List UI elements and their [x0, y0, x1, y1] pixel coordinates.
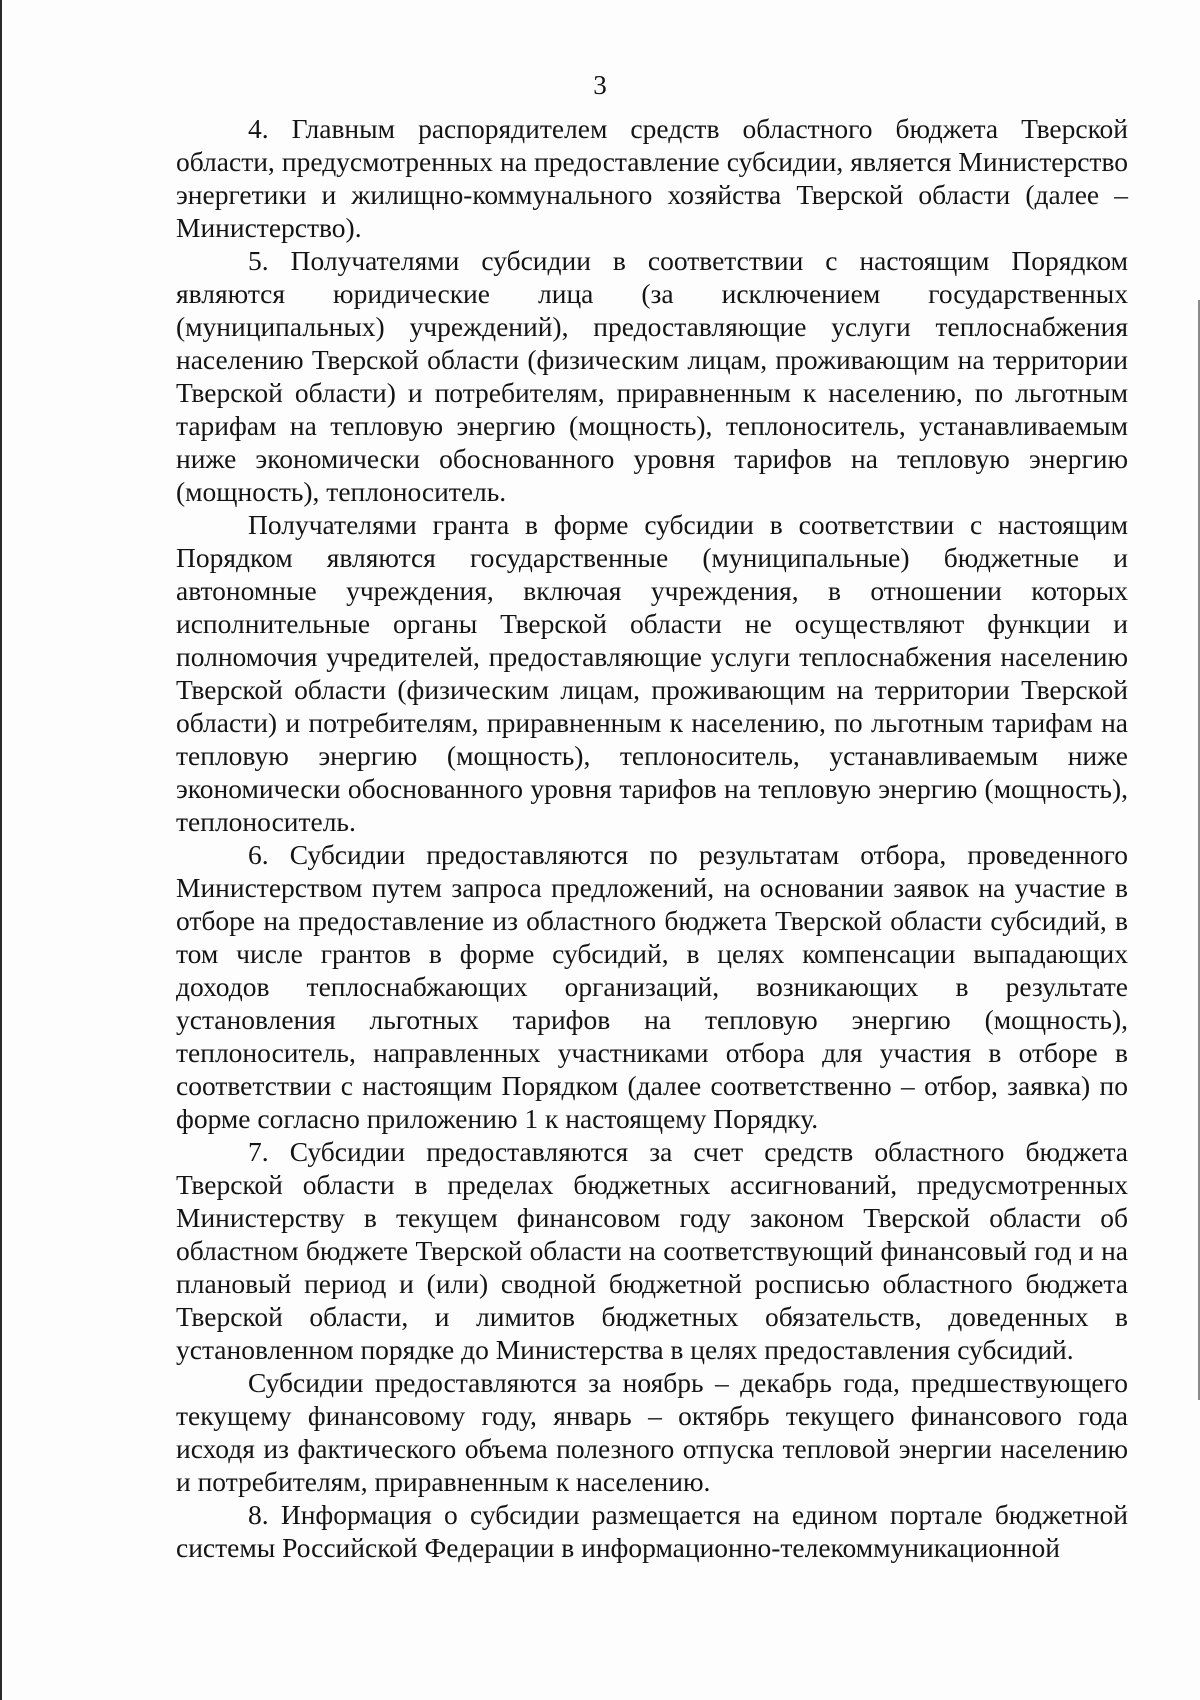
paragraph-subsidy-period: Субсидии предоставляются за ноябрь – декабрь года, предшествующего текущему финансовому году, январь – октябрь текущего финансового года исходя из фактического объема полезного отпуска тепловой энергии населению и потребителям, приравненным к населению.	[176, 1367, 1128, 1497]
paragraph-item-5: 5. Получателями субсидии в соответствии с настоящим Порядком являются юридические лица (за исключением государственных (муниципальных) учреждений), предоставляющие услуги теплоснабжения населению Тверской области (физическим лицам, проживающим на территории Тверской области) и потребителям, приравненным к населению, по льготным тарифам на тепловую энергию (мощность), теплоноситель, устанавливаемым ниже экономически обоснованного уровня тарифов на тепловую энергию (мощность), теплоноситель.	[176, 245, 1128, 507]
paragraph-item-6: 6. Субсидии предоставляются по результатам отбора, проведенного Министерством путем запроса предложений, на основании заявок на участие в отборе на предоставление из областного бюджета Тверской области субсидий, в том числе грантов в форме субсидий, в целях компенсации выпадающих доходов теплоснабжающих организаций, возникающих в результате установления льготных тарифов на тепловую энергию (мощность), теплоноситель, направленных участниками отбора для участия в отборе в соответствии с настоящим Порядком (далее соответственно – отбор, заявка) по форме согласно приложению 1 к настоящему Порядку.	[176, 839, 1128, 1134]
paragraph-item-4: 4. Главным распорядителем средств областного бюджета Тверской области, предусмотренных на предоставление субсидии, является Министерство энергетики и жилищно-коммунального хозяйства Тверской области (далее – Министерство).	[176, 113, 1128, 243]
paragraph-grant-recipients: Получателями гранта в форме субсидии в соответствии с настоящим Порядком являются государственные (муниципальные) бюджетные и автономные учреждения, включая учреждения, в отношении которых исполнительные органы Тверской области не осуществляют функции и полномочия учредителей, предоставляющие услуги теплоснабжения населению Тверской области (физическим лицам, проживающим на территории Тверской области) и потребителям, приравненным к населению, по льготным тарифам на тепловую энергию (мощность), теплоноситель, устанавливаемым ниже экономически обоснованного уровня тарифов на тепловую энергию (мощность), теплоноситель.	[176, 509, 1128, 837]
paragraph-item-7: 7. Субсидии предоставляются за счет средств областного бюджета Тверской области в пределах бюджетных ассигнований, предусмотренных Министерству в текущем финансовом году законом Тверской области об областном бюджете Тверской области на соответствующий финансовый год и на плановый период и (или) сводной бюджетной росписью областного бюджета Тверской области, и лимитов бюджетных обязательств, доведенных в установленном порядке до Министерства в целях предоставления субсидий.	[176, 1136, 1128, 1365]
document-body	[176, 112, 1128, 1564]
page-number: 3	[593, 70, 607, 100]
paragraph-item-8: 8. Информация о субсидии размещается на едином портале бюджетной системы Российской Федерации в информационно-телекоммуникационной	[176, 1499, 1128, 1563]
scan-edge-left	[0, 0, 2, 1700]
